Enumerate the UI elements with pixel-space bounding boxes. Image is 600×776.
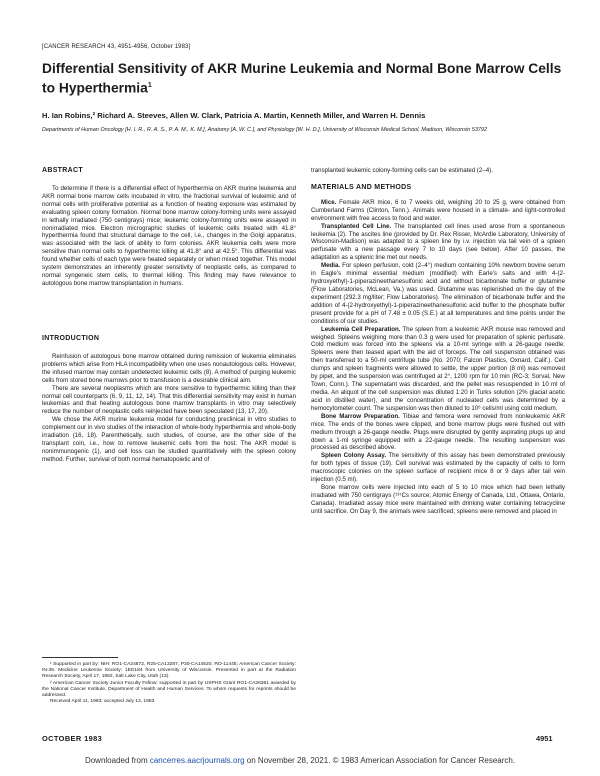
methods-text: For spleen perfusion, cold (2–4°) medium containing 10% newborn bovine serum in Eagle's minimal essential medium (modified) with Earle's salts and with 4-(2-hydroxyethyl)-1-piperazineethanesulfonic acid and without bicarbonate buffer or glutamine (Flow Laboratories, McLean, Va.) was used. Glutamine was replenished on the day of the experiment (292.3 mg/liter; Flow Laboratories). The elimination of bicarbonate buffer and the addition of 4-(2-hydroxyethyl)-1-piperazineethanesulfonic acid buffer to the phosphate buffer present provide for a pH of 7.48 ± 0.05 (S.E.) at all temperatures and time points under the conditions of our studies. [311,262,565,325]
title-footnote-mark: 1 [147,82,152,89]
abstract-section [42,167,296,288]
methods-text: The sensitivity of this assay has been demonstrated previously for both types of tissue (19). Cell survival was estimated by the capacity of cells to form macroscopic colonies on the spleen surface of recipient mice 8 or 9 days after tail vein injection (0.5 ml). [311,452,565,484]
methods-label: Media. [321,262,341,270]
intro-paragraph-1: Reinfusion of autologous bone marrow obtained during remission of leukemia eliminates problems which arise from HLA incompatibility when one uses nonautologous cells. However, the infused marrow may contain undetected leukemic cells (8). A method of purging leukemic cells from stored bone marrows prior to transfusion is a desirable clinical aim. [42,352,296,384]
right-column [311,167,565,516]
methods-text: Female AKR mice, 6 to 7 weeks old, weighing 20 to 25 g, were obtained from Cumberland Farms (Clinton, Tenn.). Animals were housed in a climate- and light-controlled environment with free access to food and water. [311,198,565,222]
introduction-heading: INTRODUCTION [42,335,100,342]
methods-label: Transplanted Cell Line. [321,222,392,230]
download-link[interactable]: cancerres.aacrjournals.org [149,756,245,765]
footnote-2: ² American Cancer Society Junior Faculty Fellow: supported in part by USPHS Grant RO1-CA26361 awarded by the National Cancer Institute, Department of Health and Human Services. To whom requests for reprints should be addressed. [42,680,296,699]
received-date: Received April 11, 1983; accepted July 13, 1983. [50,699,156,705]
intro-paragraph-2: There are several neoplasms which are more sensitive to hyperthermic killing than their normal cell counterparts (6, 9, 11, 12, 14). That this differential sensitivity may exist in human leukemias and that heating autologous bone marrow transplants in vitro may selectively reduce the number of neoplastic cells reinjected have been speculated (13, 17, 20). [42,384,296,416]
methods-paragraph-media [311,262,565,325]
affiliations: Departments of Human Oncology [H. I. R., R. A. S., P. A. M., K. M.], Anatomy [A. W. C.], and Physiology [W. H. D.], University of Wisconsin Medical School, Madison, Wisconsin 53792 [42,127,488,133]
methods-text: Tibiae and femora were removed from nonleukemic AKR mice. The ends of the bones were clipped, and bone marrow plugs were flushed out with medium through a 26-gauge needle. Plugs were disrupted by gently aspirating plugs up and down a 1-ml syringe equipped with a 22-gauge needle. The resulting suspension was processed as described above. [311,412,566,452]
article-title [42,60,562,97]
methods-paragraph-irradiation [311,484,565,516]
introduction-section [42,335,296,464]
intro-continuation: transplanted leukemic colony-forming cells can be estimated (2–4). [311,167,493,174]
methods-text: The spleen from a leukemic AKR mouse was removed and weighed. Spleens weighing more than 0.3 g were used for preparation of splenic perfusate. Cold medium was forced into the spleens via a 10-ml syringe with a 26-gauge needle. Spleens were then teased apart with the aid of forceps. The cell suspension obtained was then transferred to a 50-ml centrifuge tube (No. 2070; Falcon Plastics, Oxnard, Calif.). Cell clumps and spleen fragments were allowed to settle, the upper portion (8 ml) was removed by pipet, and the suspension was centrifuged at 2°, 1200 rpm for 10 min (RC-3; Sorval, New Town, Conn.). The supernatant was discarded, and the pellet was resuspended in 10 ml of media. An aliquot of the cell suspension was diluted 1:20 in Turks solution (2% glacial acetic acid in distilled water), and the concentration of nucleated cells was determined by a hemocytometer count. The suspension was then diluted to 10⁶ cells/ml using cold medium. [311,325,566,412]
title-text: Differential Sensitivity of AKR Murine Leukemia and Normal Bone Marrow Cells to Hyperthermia [42,61,562,96]
intro-paragraph-3: We chose the AKR murine leukemia model for conducting preclinical in vitro studies to complement our in vivo studies of the interaction of whole-body hyperthermia and whole-body irradiation (16, 18). Parenthetically, such studies, of course, are the other side of the transplant coin, i.e., how to remove leukemic cells from the host. The AKR model is nonimmunogenic (1), and cell loss can be studied quantitatively with the spleen colony method. Further, survival of both normal hematopoietic and of [42,416,296,463]
footnotes [42,662,296,705]
footnote-1: ¹ Supported in part by: NIH: RO1-CA24872, R25-CA13287, P30-CA14520, RO-11445; American Cancer Society: IN-35. Medicine Leukemia Society: 1ED184 from University of Wisconsin. Presented in part at the Radiation Research Society, April 17, 1982, Salt Lake City, Utah (13). [42,662,296,680]
methods-paragraph-mice [311,199,565,223]
methods-label: Leukemia Cell Preparation. [321,325,401,333]
methods-label: Mice. [321,198,337,206]
issue-date: OCTOBER 1983 [42,734,103,743]
methods-text: Bone marrow cells were injected into each of 5 to 10 mice which had been lethally irradiated with 750 centigrays (¹³⁷Cs source; Atomic Energy of Canada, Ltd., Ottawa, Ontario, Canada). Irradiated assay mice were maintained with drinking water containing tetracycline until sacrifice. On Day 9, the animals were sacrificed; spleens were removed and placed in [311,484,565,515]
methods-paragraph-marrow-prep [311,413,565,453]
download-suffix: on November 28, 2021. © 1983 American Association for Cancer Research. [244,756,516,765]
page-number: 4951 [536,734,553,743]
abstract-heading: ABSTRACT [42,167,83,174]
author-list: H. Ian Robins,² Richard A. Steeves, Allen W. Clark, Patricia A. Martin, Kenneth Miller, and Warren H. Dennis [42,111,426,120]
methods-body [311,199,565,516]
methods-text: The transplanted cell lines used arose from a spontaneous leukemia (2). The ascites line (provided by Dr. Rex Risser, McArdle Laboratory, University of Wisconsin-Madison) was adapted to a spleen line by i.v. injection via tail vein of a spleen perfusate with a new passage every 7 to 10 days (see below). After 10 passes, the adaptation as a splenic line met our needs. [311,222,565,262]
methods-paragraph-cell-line [311,223,565,263]
download-notice [0,756,600,765]
methods-heading: MATERIALS AND METHODS [311,183,412,191]
abstract-text: To determine if there is a differential effect of hyperthermia on AKR murine leukemia and AKR normal bone marrow cells incubated in vitro, the fractional survival of leukemic and of normal cells with proliferative potential as a function of heating exposure was estimated by evaluating spleen colony formation. Normal bone marrow colony-forming units were assayed in lethally irradiated (750 centigrays) mice; leukemic colony-forming units were assayed in nonirradiated mice. Electron micrographic studies of leukemic cells treated with 41.8° hyperthermia found that structural damage to the cell, i.e., changes in the Golgi apparatus, was associated with the lack of ability to form colonies. AKR leukemia cells were more sensitive than normal cells to hyperthermic killing at 41.8° and at 42.5°. This differential was found whether cells of each type were heated separately or when mixed together. This model system demonstrates an inherently greater sensitivity of neoplastic cells, as compared to normal syngeneic stem cells, to thermal killing. This finding may have relevance to autologous bone marrow transplantation in humans. [42,184,296,287]
download-prefix: Downloaded from [84,756,150,765]
running-head: [CANCER RESEARCH 43, 4951-4956, October 1983] [42,44,191,50]
methods-label: Bone Marrow Preparation. [321,412,400,420]
footnote-rule [42,657,118,658]
methods-paragraph-leukemia-prep [311,326,565,413]
methods-paragraph-colony-assay [311,452,565,484]
methods-label: Spleen Colony Assay. [321,452,387,460]
